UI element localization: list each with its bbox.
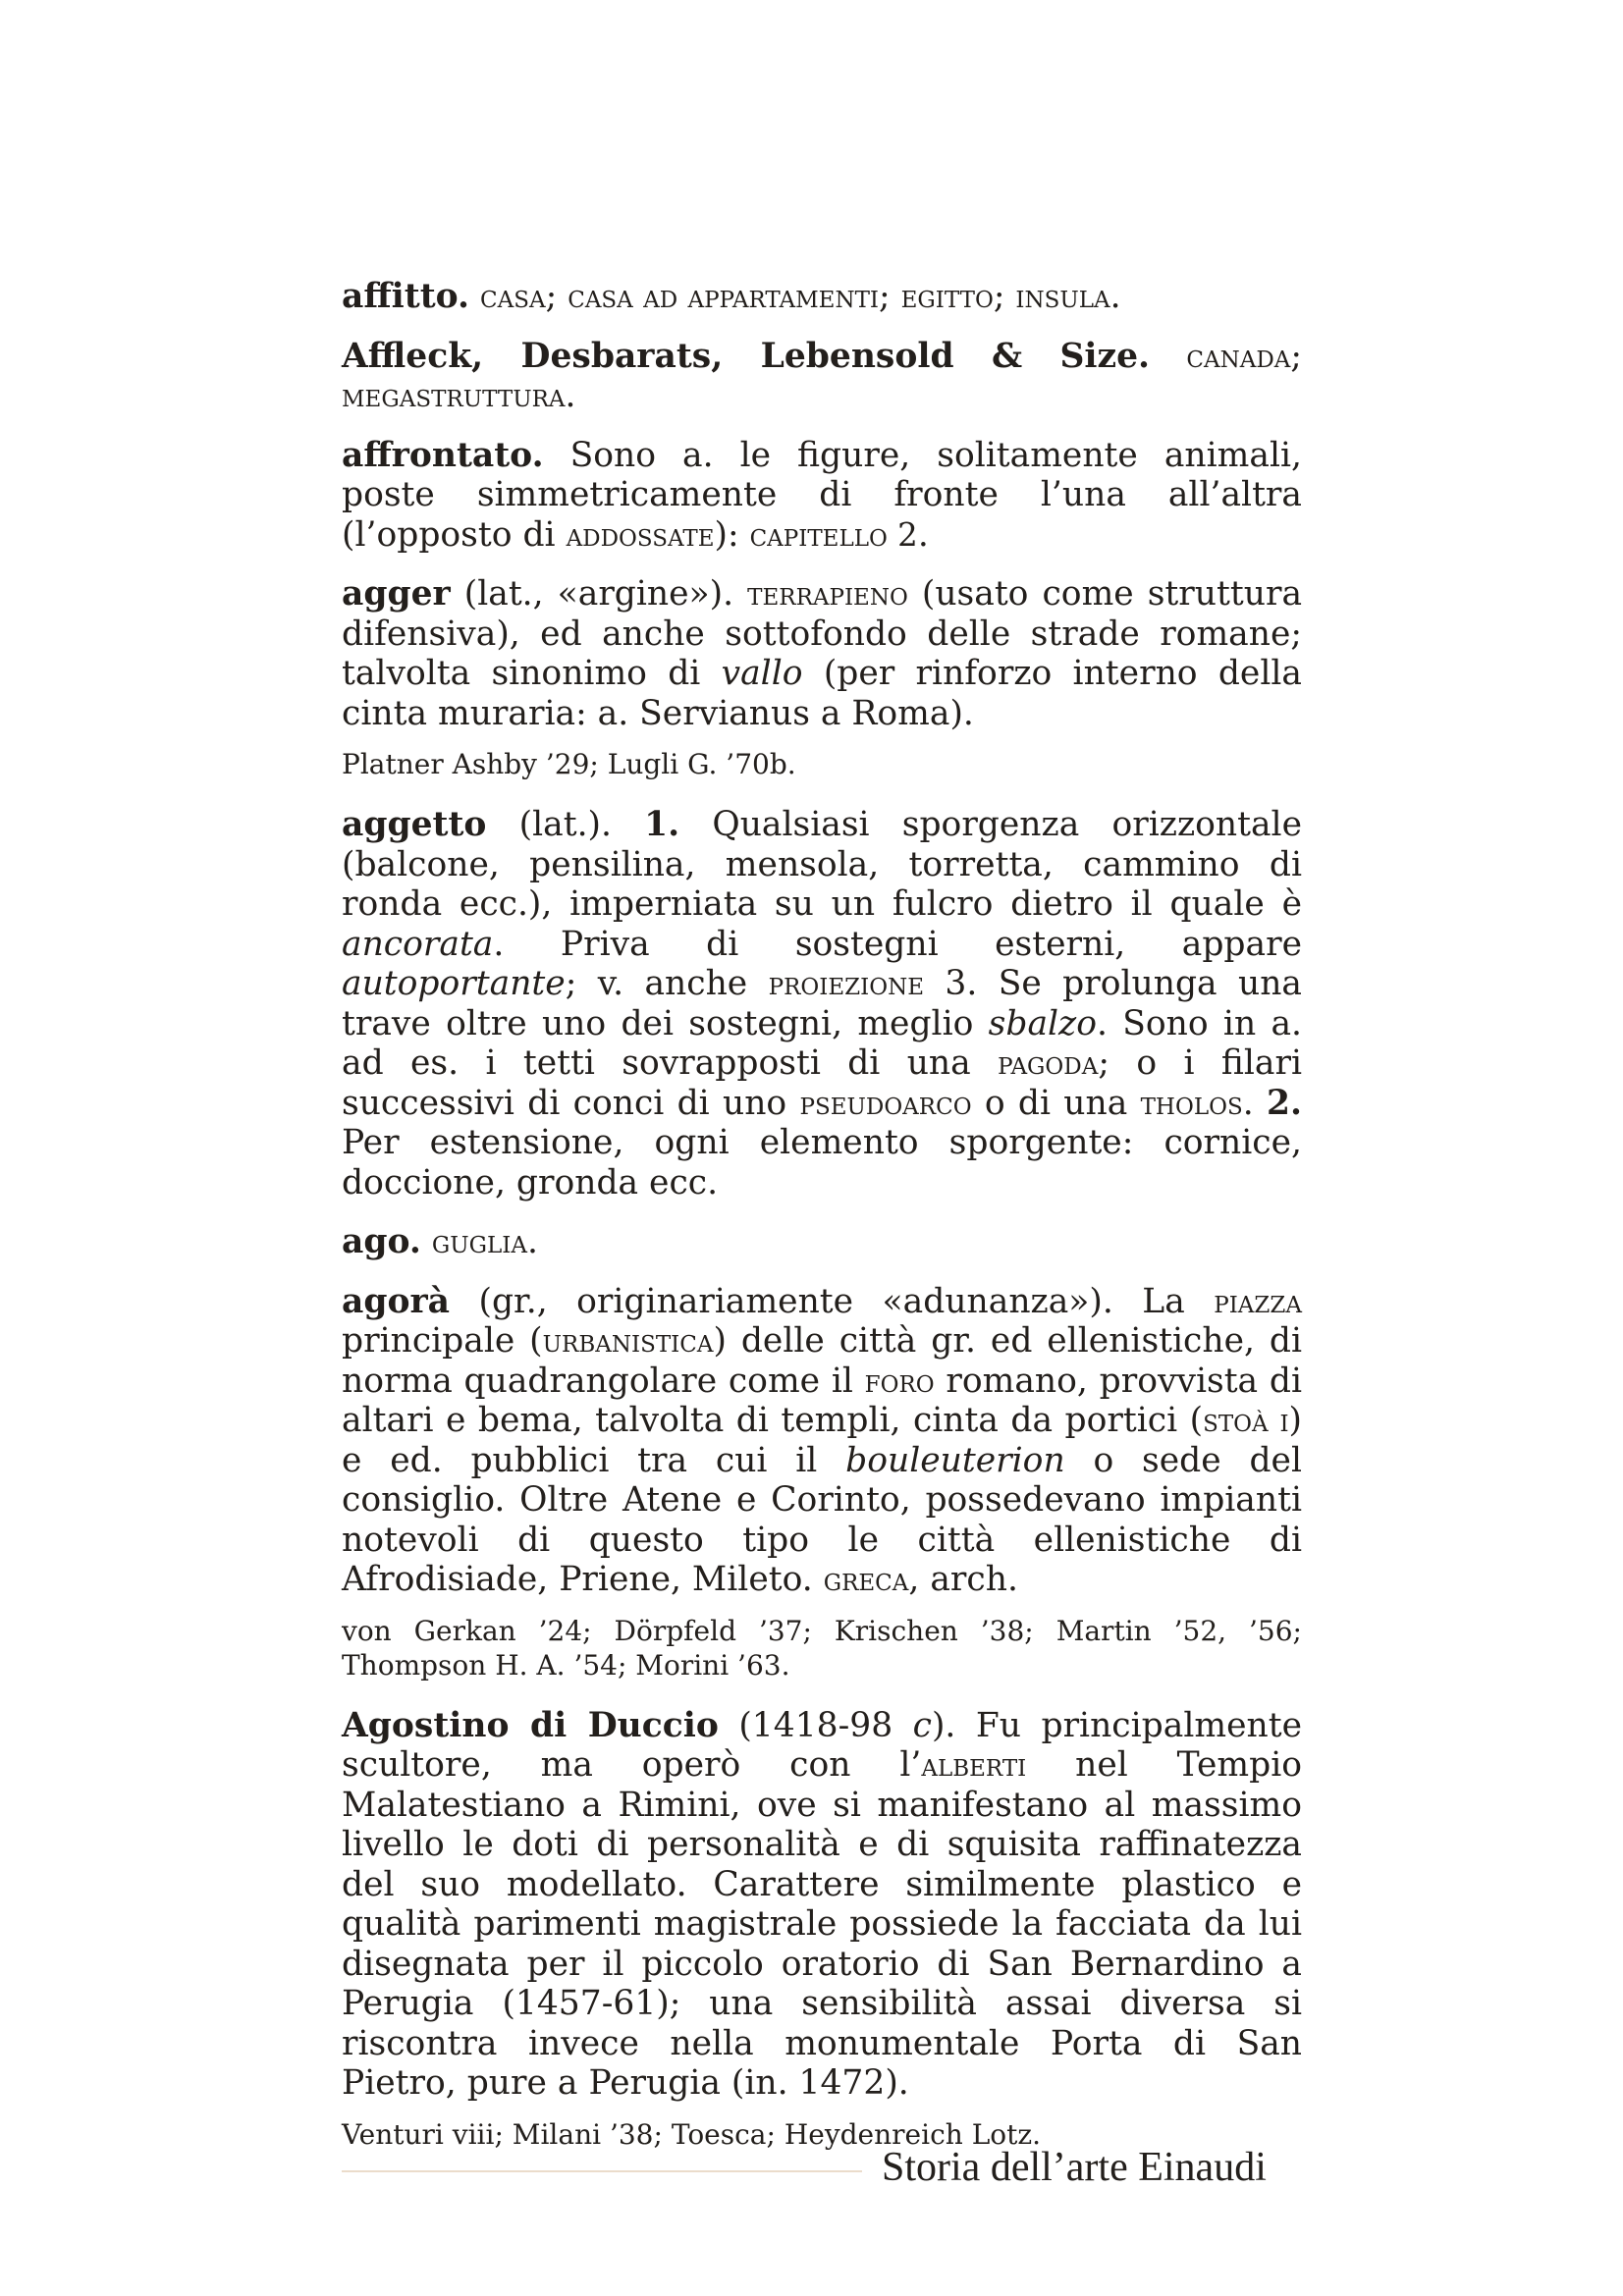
entry-text: ) e ed. pubblici tra cui il: [342, 1401, 1302, 1480]
italic-term: c: [912, 1705, 932, 1745]
entry-text: (lat.).: [486, 805, 645, 844]
entry-text: ;: [879, 277, 901, 316]
entry-text: ). Fu principalmente scultore, ma operò con l’: [342, 1705, 1302, 1785]
dictionary-entry: [342, 574, 1302, 733]
entry-headword: agger: [342, 574, 451, 614]
entry-text: .: [1242, 1083, 1267, 1123]
cross-reference: casa ad appartamenti: [568, 278, 880, 315]
entry-text: ; o i filari successivi di conci di uno: [342, 1043, 1303, 1123]
cross-reference: canada: [1186, 337, 1291, 375]
cross-reference: capitello 2: [749, 515, 918, 554]
cross-reference: stoà i: [1203, 1402, 1289, 1439]
entry-text: (per rinforzo interno della cinta muraria: a. Servianus a Roma).: [342, 654, 1302, 733]
cross-reference: addossate: [566, 515, 715, 554]
entry-text: ;: [545, 277, 568, 316]
entry-text: Per estensione, ogni elemento sporgente: cornice, doccione, gronda ecc.: [342, 1123, 1302, 1202]
entry-text: ):: [714, 514, 750, 555]
dictionary-entry: [342, 277, 1302, 317]
entry-headword: 1.: [644, 805, 680, 844]
entry-headword: affrontato.: [342, 435, 544, 475]
dictionary-entry: [342, 1222, 1302, 1262]
cross-reference: urbanistica: [542, 1322, 714, 1360]
cross-reference: pseudoarco: [799, 1084, 972, 1122]
bibliography-line: Venturi viii; Milani ’38; Toesca; Heydenreich Lotz.: [342, 2117, 1042, 2151]
entry-headword: 2.: [1266, 1083, 1302, 1123]
entry-headword: agorà: [342, 1281, 451, 1321]
cross-reference: pagoda: [998, 1044, 1099, 1082]
entry-text: . Sono in a. ad es. i tetti sovrapposti di una: [342, 1003, 1302, 1083]
entry-text: (gr., originariamente «adunanza»). La: [450, 1281, 1215, 1321]
dictionary-entry: [342, 337, 1302, 416]
cross-reference: terrapieno: [747, 575, 908, 613]
entry-text: o sede del consiglio. Oltre Atene e Corinto, possedevano impianti notevoli di questo tipo le città ellenistiche di Afrodisiade, Priene, Mileto.: [342, 1440, 1302, 1599]
entry-text: ;: [993, 277, 1016, 316]
cross-reference: tholos: [1140, 1084, 1243, 1122]
entry-headword: ago.: [342, 1222, 421, 1261]
italic-term: autoportante: [342, 964, 566, 1003]
entry-text: [421, 1222, 432, 1261]
cross-reference: foro: [864, 1362, 935, 1400]
italic-term: bouleuterion: [845, 1440, 1065, 1480]
footer-publisher: Storia dell’arte Einaudi: [882, 2145, 1267, 2190]
entry-text: nel Tempio Malatestiano a Rimini, ove si manifestano al massimo livello le doti di personalità e di squisita raffinatezza del suo modellato. Carattere similmente plastico e qualità parimenti magistrale possiede la facciata da lui disegnata per il piccolo oratorio di San Bernardino a Perugia (1457-61); una sensibilità assai diversa si riscontra invece nella monumentale Porta di San Pietro, pure a Perugia (in. 1472).: [342, 1745, 1302, 2103]
entry-text: 3. Se prolunga una trave oltre uno dei sostegni, meglio: [342, 964, 1302, 1043]
entry-text: ) delle città gr. ed ellenistiche, di norma quadrangolare come il: [342, 1321, 1302, 1401]
footer-rule: [342, 2170, 862, 2172]
entry-text: , arch.: [908, 1560, 1018, 1599]
cross-reference: greca: [823, 1561, 909, 1598]
entry-text: . Priva di sostegni esterni, appare: [493, 924, 1302, 964]
cross-reference: megastruttura: [342, 377, 566, 414]
cross-reference: alberti: [921, 1746, 1027, 1784]
entry-text: [469, 277, 480, 316]
entry-text: Sono a. le figure, solitamente animali, poste simmetricamente di fronte l’una all’altra (l’opposto di: [342, 435, 1302, 555]
cross-reference: piazza: [1214, 1282, 1302, 1320]
entry-text: romano, provvista di altari e bema, talvolta di templi, cinta da portici (: [342, 1361, 1302, 1440]
italic-term: ancorata: [342, 924, 494, 964]
dictionary-entry: [342, 805, 1302, 1202]
entry-text: Qualsiasi sporgenza orizzontale (balcone, pensilina, mensola, torretta, cammino di ronda ecc.), imperniata su un fulcro dietro il quale è: [342, 805, 1302, 924]
dictionary-entry: [342, 436, 1302, 556]
entry-headword: Affleck, Desbarats, Lebensold & Size.: [342, 336, 1151, 376]
cross-reference: proiezione: [768, 965, 924, 1002]
bibliography-line: von Gerkan ’24; Dörpfeld ’37; Krischen ’38; Martin ’52, ’56; Thompson H. A. ’54; Morini ’63.: [342, 1614, 1302, 1682]
dictionary-entry: [342, 1282, 1302, 1600]
cross-reference: egitto: [900, 278, 994, 315]
entry-text: principale (: [342, 1321, 543, 1361]
entry-text: (1418-98: [718, 1705, 913, 1745]
entry-text: o di una: [971, 1083, 1141, 1123]
italic-term: sbalzo: [988, 1003, 1097, 1043]
entry-text: .: [526, 1222, 538, 1261]
cross-reference: casa: [480, 278, 546, 315]
bibliography-line: Platner Ashby ’29; Lugli G. ’70b.: [342, 748, 796, 780]
entry-text: [1150, 337, 1186, 376]
entry-text: (usato come struttura difensiva), ed anche sottofondo delle strade romane; talvolta sinonimo di: [342, 574, 1303, 693]
entry-text: (lat., «argine»).: [450, 574, 748, 614]
entry-text: .: [917, 514, 929, 555]
dictionary-entry: [342, 1706, 1302, 2104]
entry-text: .: [565, 376, 576, 415]
entry-headword: aggetto: [342, 805, 487, 844]
entry-text: .: [1109, 277, 1121, 316]
dictionary-entries: [342, 277, 1302, 2175]
entry-headword: Agostino di Duccio: [342, 1705, 719, 1745]
entry-headword: affitto.: [342, 277, 470, 316]
entry-text: ; v. anche: [565, 964, 769, 1003]
cross-reference: guglia: [431, 1223, 527, 1260]
entry-text: ;: [1290, 336, 1302, 376]
italic-term: vallo: [721, 654, 803, 693]
cross-reference: insula: [1015, 278, 1110, 315]
